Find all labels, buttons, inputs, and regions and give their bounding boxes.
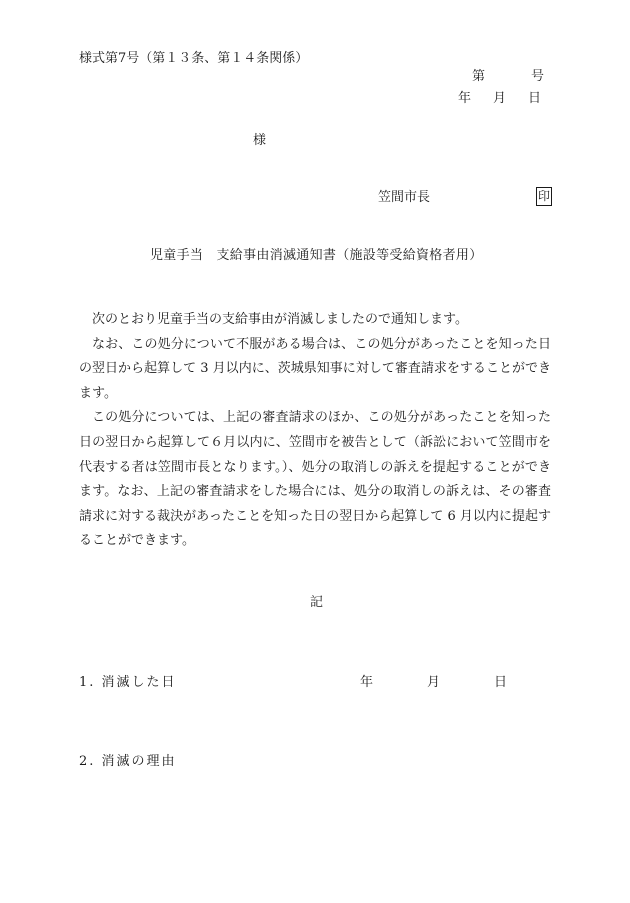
item1-year: 年	[360, 675, 374, 690]
document-title: 児童手当 支給事由消滅通知書（施設等受給資格者用）	[150, 248, 483, 263]
notes-heading: 記	[310, 595, 324, 610]
issue-date-day: 日	[528, 91, 542, 106]
body-text	[79, 308, 551, 554]
body-paragraph-notice: 次のとおり児童手当の支給事由が消滅しましたので通知します。	[92, 312, 468, 327]
form-number: 様式第7号（第１３条、第１４条関係）	[79, 51, 309, 66]
body-paragraph-lawsuit: この処分については、上記の審査請求のほか、この処分があったことを知った日の翌日から起算して６月以内に、笠間市を被告として（訴訟において笠間市を代表する者は笠間市長となります。）、処分の取消しの訴えを提起することができます。なお、上記の審査請求をした場合には、処分の取消しの訴えは、その審査請求に対する裁決があったことを知った日の翌日から起算して 6 月以内に提起することができます。	[79, 410, 551, 549]
item2-label: 2. 消滅の理由	[79, 754, 177, 769]
seal-box: 印	[536, 187, 552, 206]
addressee-honorific: 様	[253, 133, 267, 148]
document-number-suffix: 号	[531, 69, 545, 84]
item1-label: 1. 消滅した日	[79, 675, 177, 690]
document-number-line	[472, 70, 544, 83]
issue-date-year: 年	[458, 91, 472, 106]
issue-date-month: 月	[493, 91, 507, 106]
issue-date-line	[458, 92, 541, 105]
issuer-name: 笠間市長	[378, 190, 431, 205]
document-number-prefix: 第	[472, 69, 486, 84]
body-paragraph-appeal: なお、この処分について不服がある場合は、この処分があったことを知った日の翌日から起算して 3 月以内に、茨城県知事に対して審査請求をすることができます。	[79, 336, 551, 401]
item1-day: 日	[494, 675, 508, 690]
item1-month: 月	[427, 675, 441, 690]
